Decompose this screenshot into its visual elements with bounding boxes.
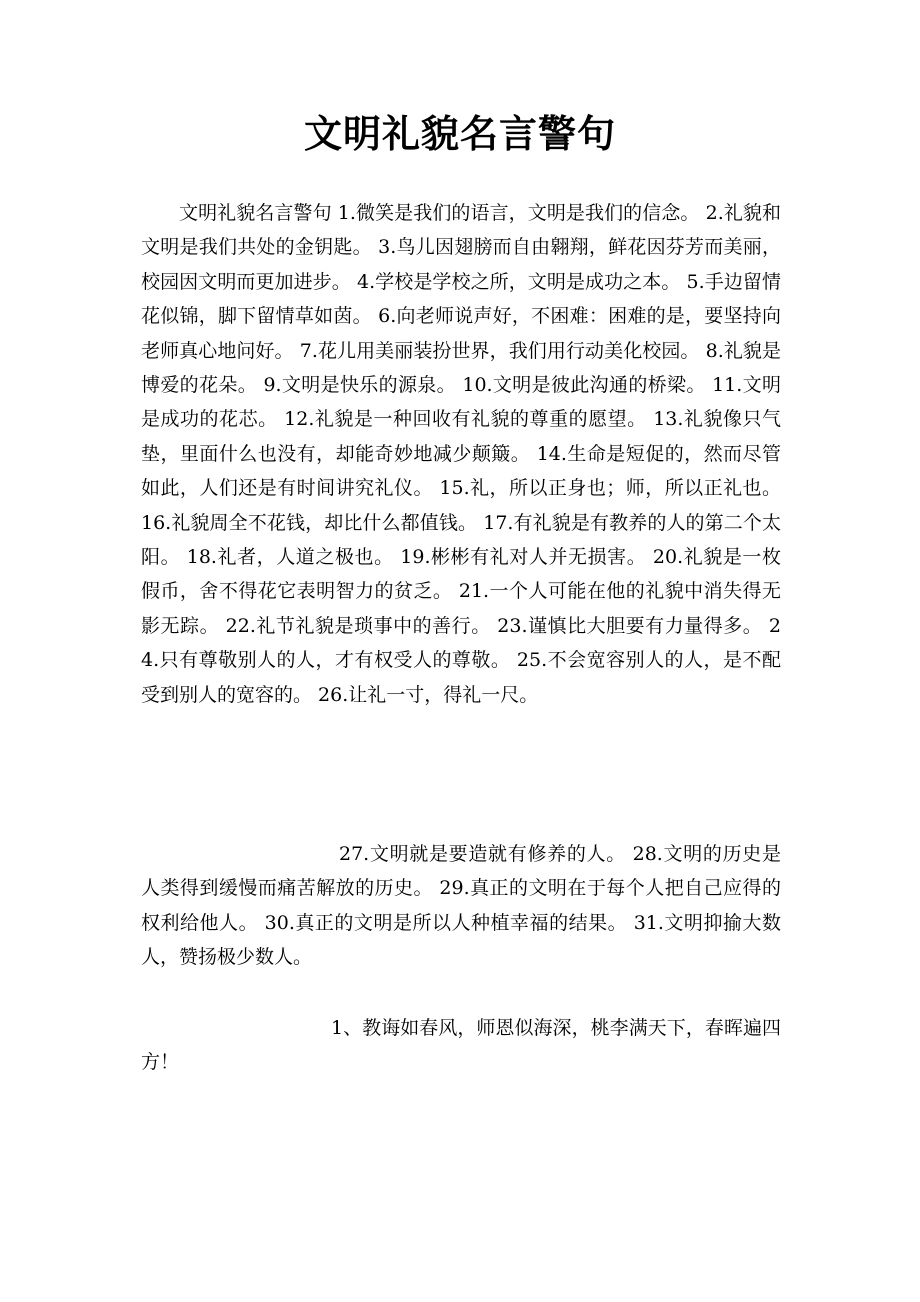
- quotes-paragraph-2: 27.文明就是要造就有修养的人。 28.文明的历史是人类得到缓慢而痛苦解放的历史。 29.真正的文明在于每个人把自己应得的权利给他人。 30.真正的文明是所以人种植幸福的结果。 31.文明抑揄大数人，赞扬极少数人。: [141, 843, 781, 969]
- quotes-paragraph-1: 文明礼貌名言警句 1.微笑是我们的语言，文明是我们的信念。 2.礼貌和文明是我们共处的金钥匙。 3.鸟儿因翅膀而自由翱翔，鲜花因芬芳而美丽，校园因文明而更加进步。 4.学校是学校之所，文明是成功之本。 5.手边留情花似锦，脚下留情草如茵。 6.向老师说声好，不困难：困难的是，要坚持向老师真心地问好。 7.花儿用美丽装扮世界，我们用行动美化校园。 8.礼貌是博爱的花朵。 9.文明是快乐的源泉。 10.文明是彼此沟通的桥梁。 11.文明是成功的花芯。 12.礼貌是一种回收有礼貌的尊重的愿望。 13.礼貌像只气垫，里面什么也没有，却能奇妙地减少颠簸。 14.生命是短促的，然而尽管如此，人们还是有时间讲究礼仪。 15.礼，所以正身也；师，所以正礼也。 16.礼貌周全不花钱，却比什么都值钱。 17.有礼貌是有教养的人的第二个太阳。 18.礼者，人道之极也。 19.彬彬有礼对人并无损害。 20.礼貌是一枚假币，舍不得花它表明智力的贫乏。 21.一个人可能在他的礼貌中消失得无影无踪。 22.礼节礼貌是琐事中的善行。 23.谨慎比大胆要有力量得多。 24.只有尊敬别人的人，才有权受人的尊敬。 25.不会宽容别人的人，是不配受到别人的宽容的。 26.让礼一寸，得礼一尺。: [141, 202, 781, 706]
- document-title: 文明礼貌名言警句: [303, 111, 616, 156]
- quotes-paragraph-3: 1、教诲如春风，师恩似海深，桃李满天下，春晖遍四方！: [141, 1017, 781, 1074]
